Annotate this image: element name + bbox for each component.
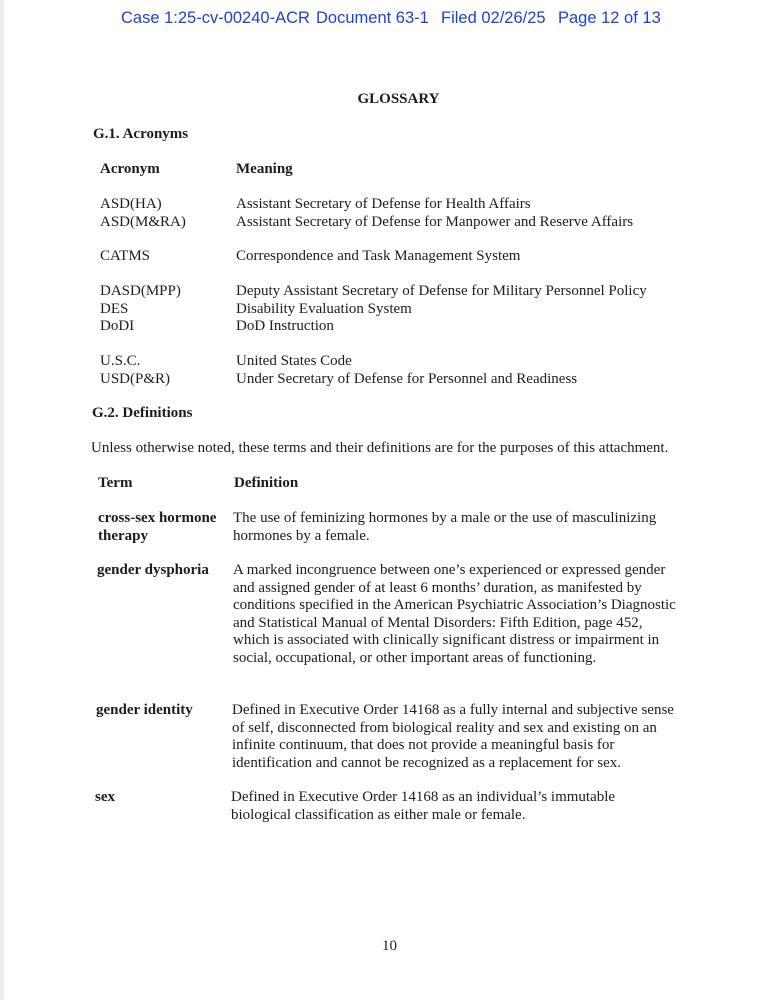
definitions-heading: G.2. Definitions: [92, 405, 193, 421]
header-document-number: Document 63-1: [316, 9, 429, 27]
acronym-cell: U.S.C.: [100, 353, 141, 369]
acronym-cell: CATMS: [100, 248, 151, 264]
header-page-count: Page 12 of 13: [558, 9, 661, 27]
definition-cell: Defined in Executive Order 14168 as an individual’s immutable biological classification as either male or female.: [231, 789, 616, 823]
term-cell: cross-sex hormone therapy: [98, 510, 217, 544]
acronym-cell: USD(P&R): [100, 370, 171, 387]
meaning-cell: Deputy Assistant Secretary of Defense for Military Personnel Policy: [236, 283, 647, 299]
meaning-cell: DoD Instruction: [236, 318, 334, 334]
meaning-cell: Assistant Secretary of Defense for Manpower and Reserve Affairs: [236, 213, 634, 230]
definition-cell: The use of feminizing hormones by a male or the use of masculinizing hormones by a female.: [233, 510, 657, 544]
header-filed-date: Filed 02/26/25: [441, 9, 546, 27]
definitions-intro: Unless otherwise noted, these terms and their definitions are for the purposes of this attachment.: [91, 440, 669, 456]
acronym-cell: DASD(MPP): [100, 283, 181, 299]
meaning-cell: Correspondence and Task Management System: [236, 248, 521, 264]
term-cell: sex: [95, 789, 115, 805]
acronym-cell: ASD(M&RA): [100, 213, 186, 230]
definition-column-header: Definition: [234, 475, 299, 491]
page-title: GLOSSARY: [357, 91, 440, 107]
acronym-cell: DES: [100, 300, 129, 317]
meaning-column-header: Meaning: [236, 161, 293, 177]
case-header: [0, 9, 773, 31]
term-column-header: Term: [98, 475, 133, 491]
meaning-cell: Under Secretary of Defense for Personnel and Readiness: [236, 370, 578, 387]
acronym-column-header: Acronym: [100, 161, 160, 177]
definition-cell: Defined in Executive Order 14168 as a fully internal and subjective sense of self, disconnected from biological reality and sex and existing on an infinite continuum, that does not provide a meaningful basis for identification and cannot be recognized as a replacement for sex.: [232, 702, 674, 771]
meaning-cell: Disability Evaluation System: [236, 300, 412, 317]
meaning-cell: Assistant Secretary of Defense for Health Affairs: [236, 196, 531, 212]
definition-cell: A marked incongruence between one’s experienced or expressed gender and assigned gender of at least 6 months’ duration, as manifested by conditions specified in the American Psychiatric Association’s Diagnostic and Statistical Manual of Mental Disorders: Fifth Edition, page 452, which is associated with clinically significant distress or impairment in social, occupational, or other important areas of functioning.: [233, 562, 676, 666]
acronym-cell: ASD(HA): [100, 196, 162, 212]
meaning-cell: United States Code: [236, 353, 352, 369]
term-cell: gender identity: [96, 702, 193, 718]
acronyms-heading: G.1. Acronyms: [93, 126, 189, 142]
page-number: 10: [382, 938, 397, 954]
header-case-number: Case 1:25-cv-00240-ACR: [121, 9, 310, 27]
term-cell: gender dysphoria: [97, 562, 209, 578]
page-edge: [0, 0, 4, 1000]
acronym-cell: DoDI: [100, 318, 135, 334]
